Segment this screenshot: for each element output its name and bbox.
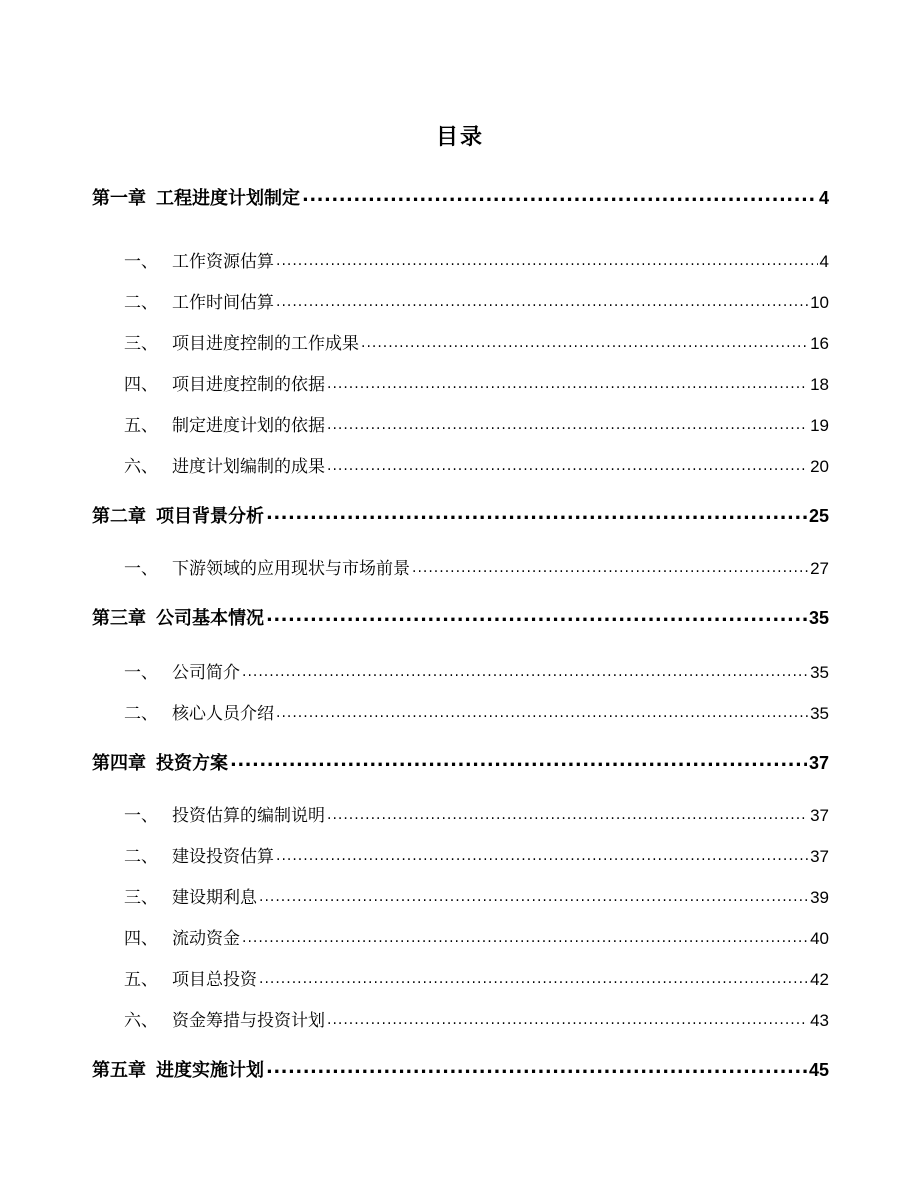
entry-number: 六、 [124,1011,158,1031]
entry-title: 项目进度控制的依据 [172,375,325,395]
toc-entry-section[interactable] [124,965,829,990]
entry-title: 核心人员介绍 [172,704,274,724]
entry-number: 四、 [124,375,158,395]
toc-entry-chapter[interactable] [92,749,829,775]
toc-entry-section[interactable] [124,699,829,724]
dot-leader [266,606,807,624]
entry-page-number: 39 [810,888,829,907]
toc-entry-section[interactable] [124,288,829,313]
entry-number: 二、 [124,293,158,313]
entry-number: 二、 [124,704,158,724]
entry-page-number: 4 [819,252,829,271]
toc-entry-section[interactable] [124,247,829,272]
dot-leader [276,250,818,267]
entry-number: 五、 [124,970,158,990]
entry-number: 第四章 [92,753,146,774]
entry-page-number: 35 [810,704,829,723]
entry-page-number: 45 [808,1060,829,1080]
entry-number: 六、 [124,457,158,477]
entry-number: 一、 [124,559,158,579]
entry-title: 下游领域的应用现状与市场前景 [172,559,410,579]
entry-page-number: 18 [810,375,829,394]
dot-leader [412,557,808,574]
entry-title: 项目背景分析 [156,506,264,527]
entry-page-number: 37 [810,847,829,866]
dot-leader [327,414,808,431]
toc-entry-section[interactable] [124,329,829,354]
entry-page-number: 10 [810,293,829,312]
dot-leader [327,455,808,472]
toc-entry-section[interactable] [124,924,829,949]
entry-page-number: 37 [808,753,829,773]
entry-title: 进度计划编制的成果 [172,457,325,477]
entry-page-number: 35 [808,608,829,628]
entry-title: 工程进度计划制定 [156,188,300,209]
entry-page-number: 20 [810,457,829,476]
entry-page-number: 16 [810,334,829,353]
toc-entry-section[interactable] [124,658,829,683]
entry-title: 建设投资估算 [172,847,274,867]
entry-title: 公司简介 [172,663,240,683]
entry-number: 一、 [124,663,158,683]
dot-leader [242,927,808,944]
entry-number: 第二章 [92,506,146,527]
toc-entry-section[interactable] [124,883,829,908]
toc-entry-section[interactable] [124,411,829,436]
entry-number: 二、 [124,847,158,867]
entry-title: 公司基本情况 [156,608,264,629]
entry-number: 三、 [124,888,158,908]
dot-leader [276,845,808,862]
dot-leader [327,1009,808,1026]
dot-leader [266,504,807,522]
toc-entry-section[interactable] [124,842,829,867]
entry-number: 第五章 [92,1060,146,1081]
toc-entry-chapter[interactable] [92,1056,829,1082]
entry-number: 四、 [124,929,158,949]
dot-leader [276,702,808,719]
toc-entry-chapter[interactable] [92,502,829,528]
entry-title: 工作时间估算 [172,293,274,313]
entry-title: 项目总投资 [172,970,257,990]
dot-leader [361,332,808,349]
dot-leader [230,751,807,769]
entry-title: 投资估算的编制说明 [172,806,325,826]
toc-title: 目录 [435,125,484,150]
dot-leader [327,373,808,390]
entry-page-number: 43 [810,1011,829,1030]
entry-page-number: 37 [810,806,829,825]
toc-entry-section[interactable] [124,554,829,579]
entry-title: 建设期利息 [172,888,257,908]
toc-entry-section[interactable] [124,1006,829,1031]
dot-leader [242,661,808,678]
entry-title: 流动资金 [172,929,240,949]
entry-page-number: 4 [818,188,829,208]
entry-page-number: 40 [810,929,829,948]
entry-page-number: 25 [808,506,829,526]
entry-number: 五、 [124,416,158,436]
dot-leader [259,886,808,903]
toc-entry-chapter[interactable] [92,184,829,210]
entry-number: 三、 [124,334,158,354]
dot-leader [266,1058,807,1076]
entry-title: 进度实施计划 [156,1060,264,1081]
entry-title: 投资方案 [156,753,228,774]
entry-page-number: 42 [810,970,829,989]
toc-entry-section[interactable] [124,370,829,395]
entry-title: 资金筹措与投资计划 [172,1011,325,1031]
entry-title: 项目进度控制的工作成果 [172,334,359,354]
entry-page-number: 19 [810,416,829,435]
entry-number: 一、 [124,252,158,272]
entry-title: 制定进度计划的依据 [172,416,325,436]
dot-leader [276,291,808,308]
dot-leader [259,968,808,985]
dot-leader [327,804,808,821]
entry-number: 第一章 [92,188,146,209]
entry-number: 第三章 [92,608,146,629]
dot-leader [302,186,817,204]
toc-entry-section[interactable] [124,801,829,826]
toc-entry-chapter[interactable] [92,604,829,630]
entry-page-number: 35 [810,663,829,682]
toc-entry-section[interactable] [124,452,829,477]
entry-number: 一、 [124,806,158,826]
entry-title: 工作资源估算 [172,252,274,272]
entry-page-number: 27 [810,559,829,578]
